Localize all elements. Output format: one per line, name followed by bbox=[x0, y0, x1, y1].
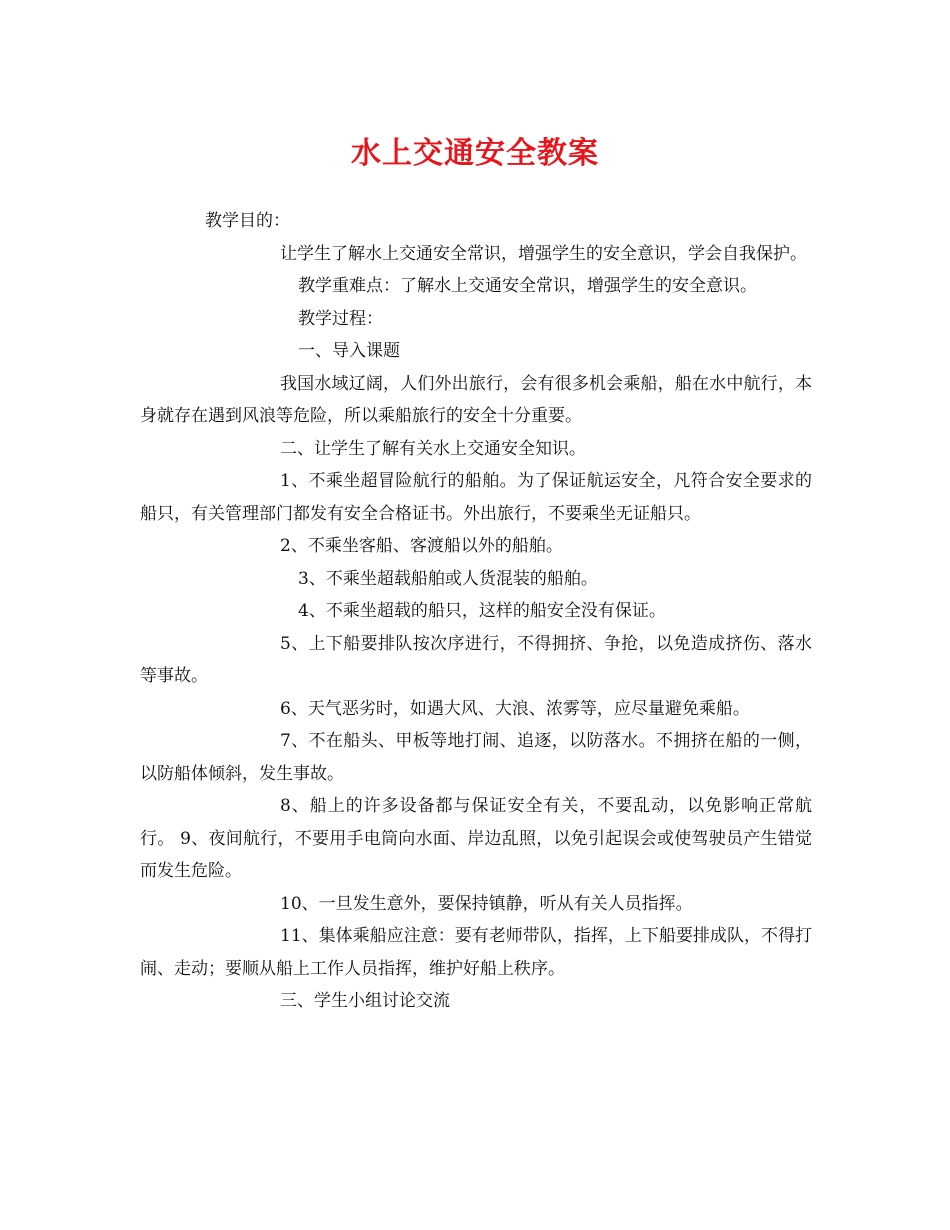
paragraph: 一、导入课题 bbox=[298, 341, 400, 361]
paragraph: 三、学生小组讨论交流 bbox=[280, 991, 450, 1011]
paragraph: 教学目的： bbox=[205, 211, 290, 231]
paragraph: 5、上下船要排队按次序进行，不得拥挤、争抢，以免造成挤伤、落水等事故。 bbox=[140, 633, 812, 686]
paragraph: 让学生了解水上交通安全常识，增强学生的安全意识，学会自我保护。 bbox=[280, 243, 807, 264]
document-title: 水上交通安全教案 bbox=[351, 136, 599, 171]
paragraph: 11、集体乘船应注意：要有老师带队，指挥，上下船要排成队，不得打闹、走动；要顺从船上工作人员指挥，维护好船上秩序。 bbox=[140, 926, 812, 979]
paragraph: 二、让学生了解有关水上交通安全知识。 bbox=[280, 438, 586, 459]
paragraph: 教学过程： bbox=[298, 308, 383, 329]
paragraph: 6、天气恶劣时，如遇大风、大浪、浓雾等，应尽量避免乘船。 bbox=[280, 698, 750, 719]
paragraph: 3、不乘坐超载船舶或人货混装的船舶。 bbox=[298, 568, 598, 589]
paragraph: 1、不乘坐超冒险航行的船舶。为了保证航运安全，凡符合安全要求的船只，有关管理部门都发有安全合格证书。外出旅行，不要乘坐无证船只。 bbox=[140, 471, 812, 524]
paragraph: 4、不乘坐超载的船只，这样的船安全没有保证。 bbox=[298, 601, 666, 621]
paragraph: 10、一旦发生意外，要保持镇静，听从有关人员指挥。 bbox=[280, 893, 693, 914]
paragraph: 8、船上的许多设备都与保证安全有关，不要乱动，以免影响正常航行。 9、夜间航行，不要用手电筒向水面、岸边乱照，以免引起误会或使驾驶员产生错觉而发生危险。 bbox=[140, 796, 812, 881]
paragraph: 7、不在船头、甲板等地打闹、追逐，以防落水。不拥挤在船的一侧，以防船体倾斜，发生事故。 bbox=[140, 731, 812, 784]
paragraph: 我国水域辽阔，人们外出旅行，会有很多机会乘船，船在水中航行，本身就存在遇到风浪等危险，所以乘船旅行的安全十分重要。 bbox=[140, 373, 812, 426]
paragraph: 教学重难点：了解水上交通安全常识，增强学生的安全意识。 bbox=[298, 276, 757, 296]
document-body bbox=[140, 205, 812, 1018]
paragraph: 2、不乘坐客船、客渡船以外的船舶。 bbox=[280, 536, 563, 556]
